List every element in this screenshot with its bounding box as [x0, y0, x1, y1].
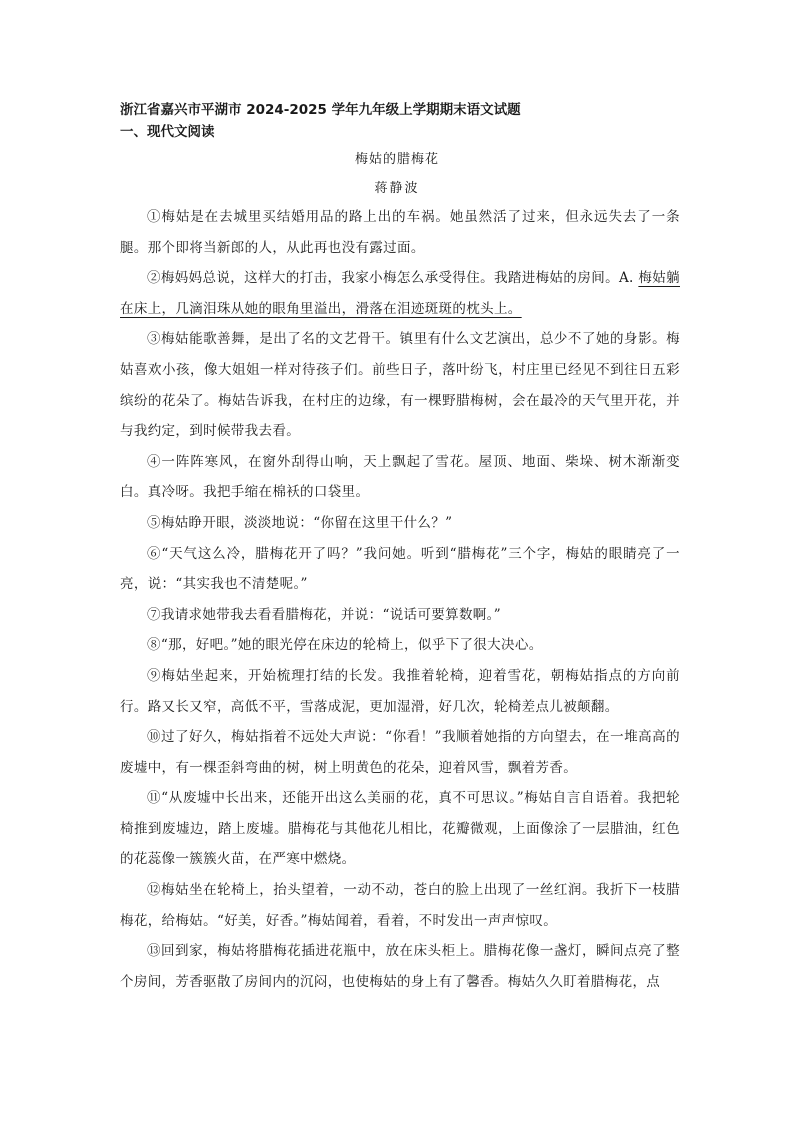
paragraph-12: ⑫梅姑坐在轮椅上，抬头望着，一动不动，苍白的脸上出现了一丝红润。我折下一枝腊梅花，给梅姑。“好美，好香。”梅姑闻着，看着，不时发出一声声惊叹。 [120, 882, 680, 929]
underlined-sentence-a: 梅姑躺在床上，几滴泪珠从她的眼角里溢出，滑落在泪迹斑斑的枕头上。 [120, 270, 680, 317]
section-title: 一、现代文阅读 [120, 124, 215, 140]
paragraph-2: ②梅妈妈总说，这样大的打击，我家小梅怎么承受得住。我踏进梅姑的房间。A. 梅姑躺在床上，几滴泪珠从她的眼角里溢出，滑落在泪迹斑斑的枕头上。 [120, 270, 680, 317]
paragraph-10: ⑩过了好久，梅姑指着不远处大声说：“你看！”我顺着她指的方向望去，在一堆高高的废墟中，有一棵歪斜弯曲的树，树上明黄色的花朵，迎着风雪，飘着芳香。 [120, 729, 680, 776]
article-body [120, 202, 680, 997]
paragraph-11: ⑪“从废墟中长出来，还能开出这么美丽的花，真不可思议。”梅姑自言自语着。我把轮椅推到废墟边，踏上废墟。腊梅花与其他花儿相比，花瓣微观，上面像涂了一层腊油，红色的花蕊像一簇簇火苗，在严寒中燃烧。 [120, 790, 680, 868]
paragraph-8: ⑧“那，好吧。”她的眼光停在床边的轮椅上，似乎下了很大决心。 [147, 637, 543, 654]
paragraph-1: ①梅姑是在去城里买结婚用品的路上出的车祸。她虽然活了过来，但永远失去了一条腿。那个即将当新郎的人，从此再也没有露过面。 [120, 209, 680, 256]
paragraph-5: ⑤梅姑睁开眼，淡淡地说：“你留在这里干什么？” [147, 514, 453, 531]
paragraph-13: ⑬回到家，梅姑将腊梅花插进花瓶中，放在床头柜上。腊梅花像一盏灯，瞬间点亮了整个房间，芳香驱散了房间内的沉闷，也使梅姑的身上有了馨香。梅姑久久盯着腊梅花，点 [120, 943, 680, 990]
article-author: 蒋静波 [374, 181, 420, 196]
paragraph-4: ④一阵阵寒风，在窗外刮得山响，天上飘起了雪花。屋顶、地面、柴垛、树木渐渐变白。真冷呀。我把手缩在棉袄的口袋里。 [120, 453, 680, 501]
paragraph-9: ⑨梅姑坐起来，开始梳理打结的长发。我推着轮椅，迎着雪花，朝梅姑指点的方向前行。路又长又窄，高低不平，雪落成泥，更加湿滑，好几次，轮椅差点儿被颠翻。 [120, 667, 680, 715]
paragraph-7: ⑦我请求她带我去看看腊梅花，并说：“说话可要算数啊。” [147, 606, 502, 623]
article-title: 梅姑的腊梅花 [354, 152, 439, 167]
paragraph-6: ⑥“天气这么冷，腊梅花开了吗？”我问她。听到“腊梅花”三个字，梅姑的眼睛亮了一亮，说：“其实我也不清楚呢。” [120, 545, 680, 593]
paragraph-3: ③梅姑能歌善舞，是出了名的文艺骨干。镇里有什么文艺演出，总少不了她的身影。梅姑喜欢小孩，像大姐姐一样对待孩子们。前些日子，落叶纷飞，村庄里已经见不到往日五彩缤纷的花朵了。梅姑告诉我，在村庄的边缘，有一棵野腊梅树，会在最冷的天气里开花，并与我约定，到时候带我去看。 [120, 331, 680, 440]
exam-title: 浙江省嘉兴市平湖市 2024-2025 学年九年级上学期期末语文试题 [120, 102, 521, 118]
